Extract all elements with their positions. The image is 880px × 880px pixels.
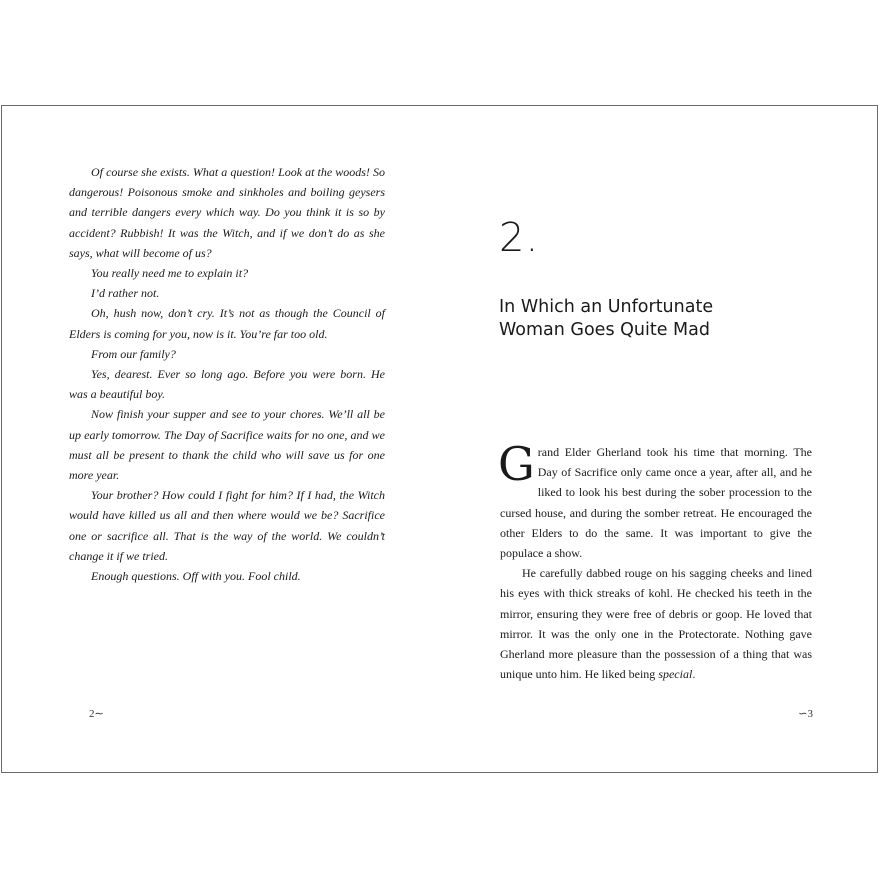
paragraph: Enough questions. Off with you. Fool child. bbox=[91, 569, 301, 584]
paragraph: From our family? bbox=[91, 346, 176, 361]
paragraph-text: rand Elder Gherland took his time that morning. The Day of Sacrifice only came once a year, after all, and he liked to look his best during the sober procession to the cursed house, and during the somber retreat. He encouraged the other Elders to do the same. It was important to give the populace a show. bbox=[500, 445, 812, 561]
punctuation: . bbox=[692, 667, 696, 682]
paragraph-text: He carefully dabbed rouge on his sagging cheeks and lined his eyes with thick streaks of kohl. He checked his teeth in the mirror, ensuring they were free of debris or goop. He loved that mirror. It was the only one in the Protectorate. Nothing gave Gherland more pleasure than the possession of a thing that was unique unto him. He liked being bbox=[500, 566, 812, 682]
opening-paragraph bbox=[498, 437, 812, 563]
chapter-title-line: Woman Goes Quite Mad bbox=[499, 319, 710, 340]
page-number-left: 2∼ bbox=[89, 708, 104, 720]
chapter-body bbox=[498, 437, 812, 684]
chapter-title bbox=[499, 296, 799, 342]
paragraph: Yes, dearest. Ever so long ago. Before you were born. He was a beautiful boy. bbox=[69, 367, 385, 402]
dialogue-text bbox=[69, 162, 385, 586]
book-spread bbox=[1, 105, 878, 773]
page-number-right: ∽3 bbox=[798, 708, 813, 720]
paragraph: You really need me to explain it? bbox=[91, 266, 249, 281]
paragraph bbox=[500, 563, 812, 684]
chapter-title-line: In Which an Unfortunate bbox=[499, 296, 714, 317]
right-page bbox=[440, 106, 878, 772]
drop-cap: G bbox=[498, 437, 535, 491]
chapter-number: 2. bbox=[499, 215, 540, 261]
paragraph: Now finish your supper and see to your chores. We’ll all be up early tomorrow. The Day of Sacrifice waits for no one, and we must all be present to thank the child who will save us for one more year. bbox=[69, 407, 385, 483]
left-page bbox=[2, 106, 440, 772]
paragraph: Of course she exists. What a question! Look at the woods! So dangerous! Poisonous smoke and sinkholes and boiling geysers and terrible dangers every which way. Do you think it is so by accident? Rubbish! It was the Witch, and if we don’t do as she says, what will become of us? bbox=[69, 165, 385, 260]
emphasis: special bbox=[658, 667, 693, 682]
paragraph: Oh, hush now, don’t cry. It’s not as though the Council of Elders is coming for you, now is it. You’re far too old. bbox=[69, 306, 385, 341]
paragraph: Your brother? How could I fight for him? If I had, the Witch would have killed us all and then where would we be? Sacrifice one or sacrifice all. That is the way of the world. We couldn’t change it if we tried. bbox=[69, 488, 385, 563]
paragraph: I’d rather not. bbox=[91, 286, 160, 301]
